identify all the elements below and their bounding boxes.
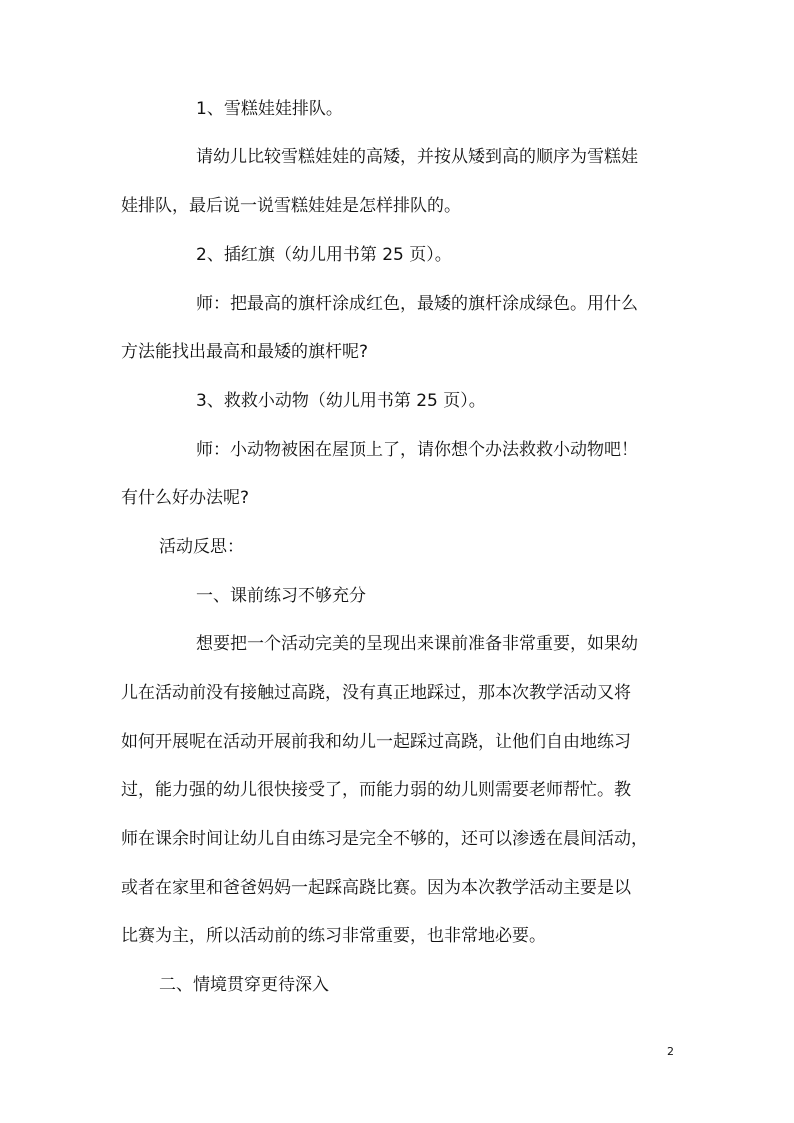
paragraph-line: 儿在活动前没有接触过高跷，没有真正地踩过，那本次教学活动又将 — [121, 683, 631, 703]
section-heading-3: 3、救救小动物（幼儿用书第 25 页）。 — [196, 391, 486, 411]
paragraph-line: 有什么好办法呢? — [121, 488, 250, 508]
section-heading-1: 1、雪糕娃娃排队。 — [196, 99, 343, 119]
paragraph-line: 方法能找出最高和最矮的旗杆呢? — [121, 342, 369, 362]
subheading-1: 一、课前练习不够充分 — [196, 586, 366, 606]
page-number: 2 — [667, 1045, 674, 1058]
reflection-heading: 活动反思： — [159, 537, 244, 557]
paragraph-line: 过，能力强的幼儿很快接受了，而能力弱的幼儿则需要老师帮忙。教 — [121, 780, 631, 800]
paragraph-line: 请幼儿比较雪糕娃娃的高矮，并按从矮到高的顺序为雪糕娃 — [196, 147, 638, 167]
section-heading-2: 2、插红旗（幼儿用书第 25 页）。 — [196, 245, 452, 265]
paragraph-line: 想要把一个活动完美的呈现出来课前准备非常重要，如果幼 — [196, 634, 638, 654]
subheading-2: 二、情境贯穿更待深入 — [159, 975, 329, 995]
paragraph-line: 娃排队，最后说一说雪糕娃娃是怎样排队的。 — [121, 196, 461, 216]
paragraph-line: 或者在家里和爸爸妈妈一起踩高跷比赛。因为本次教学活动主要是以 — [121, 878, 631, 898]
paragraph-line: 师：把最高的旗杆涂成红色，最矮的旗杆涂成绿色。用什么 — [196, 294, 638, 314]
paragraph-line: 师在课余时间让幼儿自由练习是完全不够的，还可以渗透在晨间活动， — [121, 829, 648, 849]
paragraph-line: 如何开展呢在活动开展前我和幼儿一起踩过高跷，让他们自由地练习 — [121, 732, 631, 752]
paragraph-line: 比赛为主，所以活动前的练习非常重要，也非常地必要。 — [121, 926, 546, 946]
paragraph-line: 师：小动物被困在屋顶上了，请你想个办法救救小动物吧！ — [196, 440, 638, 460]
